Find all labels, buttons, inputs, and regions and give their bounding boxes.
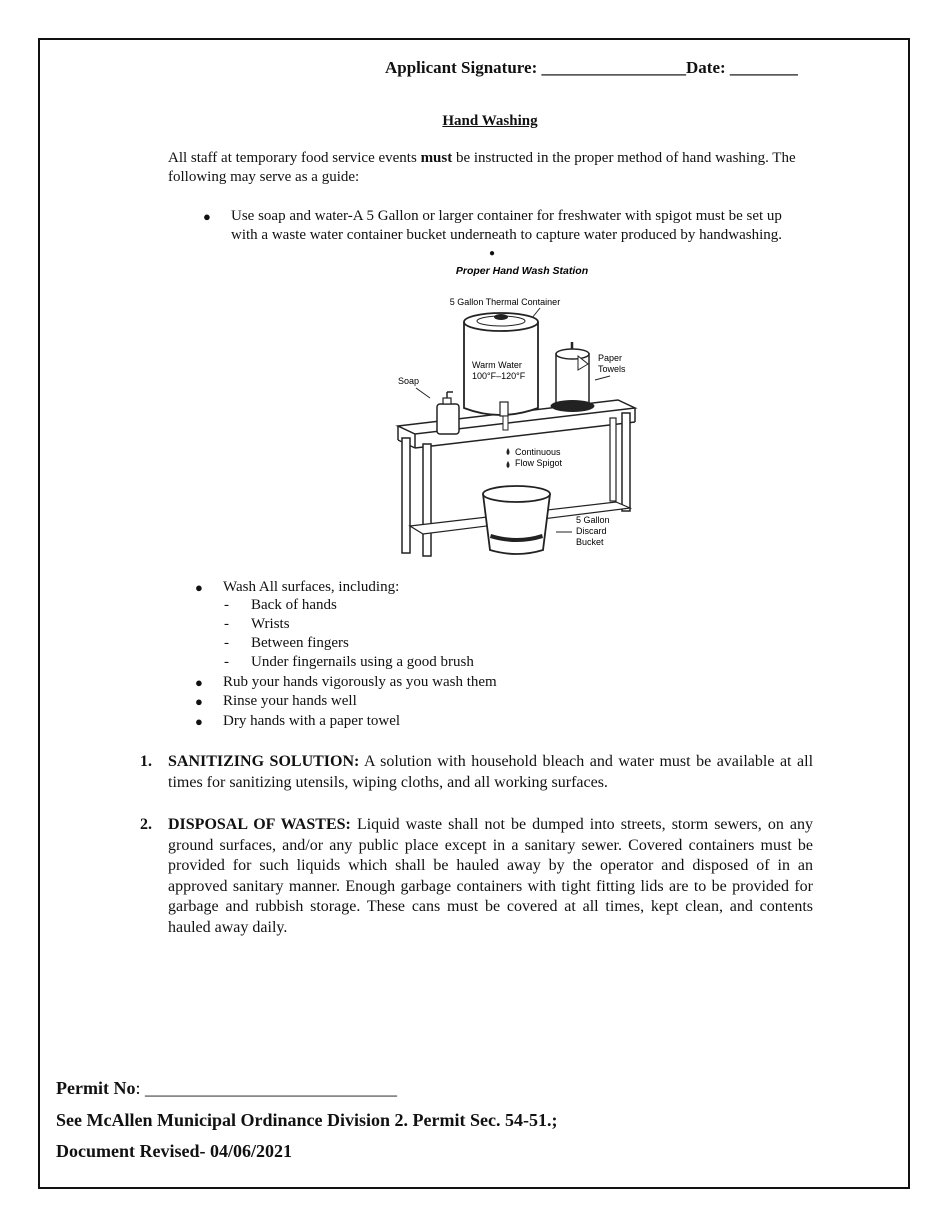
signature-field[interactable]: _________________ — [541, 58, 686, 77]
wash-item: - Under fingernails using a good brush — [224, 654, 474, 670]
wash-item: - Wrists — [224, 616, 290, 632]
bucket-label-2: Discard — [576, 526, 607, 536]
figure-title: Proper Hand Wash Station — [455, 265, 589, 277]
bucket-label-3: Bucket — [576, 537, 604, 547]
section-title: Hand Washing — [442, 113, 538, 129]
towels-label-2: Towels — [598, 364, 626, 374]
date-field[interactable]: ________ — [729, 58, 798, 77]
disposal-of-wastes-item: 2. DISPOSAL OF WASTES: Liquid waste shall not be dumped into streets, storm sewers, on any ground surfaces, and/or any public place except in a sanitary sewer. Covered containers must be provided for such liquids which shall be hauled away by the operator and disposed of in an approved sanitary manner. Enough garbage containers with tight fitting lids are to be provided for garbage and rubbish storage. These cans must be covered at all times, kept clean, and contents hauled away daily. — [140, 816, 813, 936]
container-label: 5 Gallon Thermal Container — [449, 297, 561, 307]
revision-date: Document Revised- 04/06/2021 — [56, 1141, 292, 1161]
intro-emphasis: must — [420, 150, 453, 166]
date-label: Date: — [686, 58, 730, 77]
spigot-label: Continuous — [515, 447, 561, 457]
hand-wash-station-figure — [390, 258, 650, 563]
water-temp: 100°F–120°F — [472, 371, 526, 381]
towels-label: Paper — [598, 353, 623, 363]
intro-paragraph: All staff at temporary food service events must be instructed in the proper method of hand washing. The following may serve as a guide: — [168, 150, 796, 185]
water-label: Warm Water — [472, 360, 522, 370]
ordinance-reference: See McAllen Municipal Ordinance Division 2. Permit Sec. 54-51.; — [56, 1110, 558, 1130]
wash-item: - Between fingers — [224, 635, 349, 651]
rub-bullet: ● Rub your hands vigorously as you wash them — [195, 674, 497, 690]
sanitizing-heading: SANITIZING SOLUTION: — [168, 753, 360, 770]
disposal-heading: DISPOSAL OF WASTES: — [168, 816, 351, 833]
soap-bottle — [437, 404, 459, 434]
wash-bullet: ● Wash All surfaces, including: — [195, 579, 400, 595]
sanitizing-solution-item: 1. SANITIZING SOLUTION: A solution with household bleach and water must be available at all times for sanitizing utensils, wiping cloths, and all working surfaces. — [140, 753, 814, 791]
signature-label: Applicant Signature: — [385, 58, 542, 77]
spigot-label-2: Flow Spigot — [515, 458, 563, 468]
signature-line — [385, 58, 798, 78]
bucket-label: 5 Gallon — [576, 515, 610, 525]
station-bullet: ● Use soap and water-A 5 Gallon or larger container for freshwater with spigot must be set up with a waste water container bucket underneath to capture water produced by handwashing. — [203, 208, 783, 243]
spigot — [500, 402, 508, 416]
permit-number: Permit No: ____________________________ — [56, 1078, 397, 1098]
rinse-bullet: ● Rinse your hands well — [195, 693, 357, 709]
bullet-dot: ● — [489, 248, 496, 259]
permit-field[interactable]: ____________________________ — [144, 1078, 397, 1098]
discard-bucket — [483, 494, 550, 554]
dry-bullet: ● Dry hands with a paper towel — [195, 713, 401, 729]
permit-label: Permit No — [56, 1078, 136, 1098]
wash-item: - Back of hands — [224, 597, 337, 613]
soap-label: Soap — [398, 376, 420, 386]
